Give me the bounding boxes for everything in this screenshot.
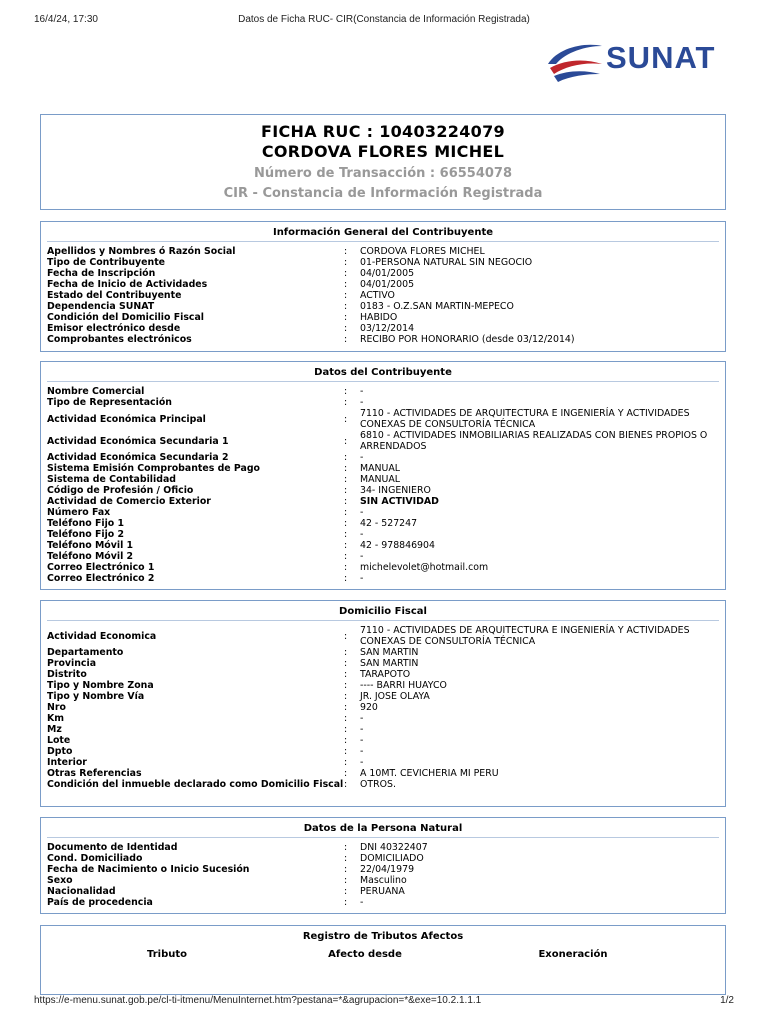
field-value: PERUANA bbox=[360, 886, 405, 897]
field-value: - bbox=[360, 386, 364, 397]
field-value: 04/01/2005 bbox=[360, 268, 415, 279]
rows-datos-contribuyente bbox=[41, 382, 725, 584]
field-separator: : bbox=[344, 713, 348, 724]
field-separator: : bbox=[344, 268, 348, 279]
field-value: MANUAL bbox=[360, 463, 401, 474]
field-label: Lote bbox=[47, 735, 71, 746]
field-label: Estado del Contribuyente bbox=[47, 290, 182, 301]
column-header-tributo: Tributo bbox=[146, 949, 187, 960]
field-row bbox=[47, 864, 719, 875]
field-row bbox=[47, 540, 719, 551]
field-row bbox=[47, 625, 719, 647]
field-label: Tipo y Nombre Vía bbox=[47, 691, 145, 702]
field-separator: : bbox=[344, 496, 348, 507]
field-label: Actividad Economica bbox=[47, 630, 157, 642]
field-separator: : bbox=[344, 397, 348, 408]
field-label: Actividad Económica Secundaria 2 bbox=[47, 452, 229, 463]
field-label: Cond. Domiciliado bbox=[47, 853, 143, 864]
field-value: 6810 - ACTIVIDADES INMOBILIARIAS REALIZADAS CON BIENES PROPIOS O ARRENDADOS bbox=[360, 430, 708, 452]
field-label: Nombre Comercial bbox=[47, 386, 145, 397]
field-separator: : bbox=[344, 735, 348, 746]
field-row bbox=[47, 518, 719, 529]
field-value: - bbox=[360, 757, 364, 768]
field-label: Sexo bbox=[47, 875, 73, 886]
field-separator: : bbox=[344, 518, 348, 529]
field-label: Tipo y Nombre Zona bbox=[47, 680, 154, 691]
field-separator: : bbox=[344, 691, 348, 702]
field-row bbox=[47, 301, 719, 312]
field-row bbox=[47, 312, 719, 323]
field-value: 42 - 978846904 bbox=[360, 540, 435, 551]
field-row bbox=[47, 268, 719, 279]
field-row bbox=[47, 323, 719, 334]
section-info-general bbox=[40, 221, 726, 352]
field-label: Distrito bbox=[47, 669, 87, 680]
field-value: RECIBO POR HONORARIO (desde 03/12/2014) bbox=[360, 334, 575, 345]
field-value: 01-PERSONA NATURAL SIN NEGOCIO bbox=[360, 257, 533, 268]
field-row bbox=[47, 496, 719, 507]
field-separator: : bbox=[344, 875, 348, 886]
field-row bbox=[47, 485, 719, 496]
field-row bbox=[47, 257, 719, 268]
field-value: MANUAL bbox=[360, 474, 401, 485]
field-row bbox=[47, 735, 719, 746]
rows-persona bbox=[41, 838, 725, 908]
field-label: Correo Electrónico 1 bbox=[47, 562, 155, 573]
field-label: Apellidos y Nombres ó Razón Social bbox=[47, 246, 236, 257]
field-label: Documento de Identidad bbox=[47, 842, 178, 853]
section-datos-contribuyente bbox=[40, 361, 726, 590]
field-value: CORDOVA FLORES MICHEL bbox=[360, 246, 485, 257]
field-separator: : bbox=[344, 540, 348, 551]
field-value: 34- INGENIERO bbox=[360, 485, 431, 496]
field-separator: : bbox=[344, 413, 348, 425]
field-separator: : bbox=[344, 757, 348, 768]
field-separator: : bbox=[344, 507, 348, 518]
field-separator: : bbox=[344, 768, 348, 779]
field-label: Departamento bbox=[47, 647, 124, 658]
field-separator: : bbox=[344, 746, 348, 757]
field-row bbox=[47, 680, 719, 691]
field-value: - bbox=[360, 452, 364, 463]
field-separator: : bbox=[344, 658, 348, 669]
field-separator: : bbox=[344, 312, 348, 323]
field-value: 920 bbox=[360, 702, 378, 713]
field-label: Actividad Económica Principal bbox=[47, 413, 206, 425]
field-separator: : bbox=[344, 290, 348, 301]
field-label: Dpto bbox=[47, 746, 73, 757]
field-value: SAN MARTIN bbox=[360, 647, 419, 658]
field-value: - bbox=[360, 713, 364, 724]
section-title: Registro de Tributos Afectos bbox=[302, 931, 464, 942]
field-row bbox=[47, 713, 719, 724]
field-row bbox=[47, 779, 719, 790]
field-row bbox=[47, 853, 719, 864]
field-value: - bbox=[360, 724, 364, 735]
field-separator: : bbox=[344, 334, 348, 345]
field-value: A 10MT. CEVICHERIA MI PERU bbox=[360, 768, 499, 779]
ficha-header bbox=[40, 114, 726, 210]
field-label: Tipo de Contribuyente bbox=[47, 257, 166, 268]
field-row bbox=[47, 724, 719, 735]
field-value: 22/04/1979 bbox=[360, 864, 415, 875]
field-value: - bbox=[360, 397, 364, 408]
section-title: Domicilio Fiscal bbox=[339, 606, 427, 617]
field-label: Teléfono Fijo 1 bbox=[47, 518, 125, 529]
field-label: Número Fax bbox=[47, 507, 111, 518]
field-value: ---- BARRI HUAYCO bbox=[360, 680, 447, 691]
field-value: 7110 - ACTIVIDADES DE ARQUITECTURA E INGENIERÍA Y ACTIVIDADES CONEXAS DE CONSULTORÍA TÉCNICA bbox=[360, 408, 690, 430]
field-row bbox=[47, 279, 719, 290]
section-domicilio-fiscal bbox=[40, 600, 726, 807]
field-label: Nro bbox=[47, 702, 66, 713]
field-label: Código de Profesión / Oficio bbox=[47, 485, 194, 496]
field-label: Sistema de Contabilidad bbox=[47, 474, 176, 485]
field-label: Dependencia SUNAT bbox=[47, 301, 155, 312]
field-separator: : bbox=[344, 886, 348, 897]
print-title: Datos de Ficha RUC- CIR(Constancia de Información Registrada) bbox=[238, 14, 530, 25]
contribuyente-name: CORDOVA FLORES MICHEL bbox=[261, 142, 505, 161]
field-value: Masculino bbox=[360, 875, 407, 886]
field-label: Nacionalidad bbox=[47, 886, 116, 897]
field-row bbox=[47, 463, 719, 474]
field-value: michelevolet@hotmail.com bbox=[360, 562, 489, 573]
field-separator: : bbox=[344, 452, 348, 463]
field-value: - bbox=[360, 573, 364, 584]
field-label: Fecha de Inscripción bbox=[47, 268, 156, 279]
field-label: Teléfono Móvil 2 bbox=[47, 551, 134, 562]
field-row bbox=[47, 647, 719, 658]
field-row bbox=[47, 691, 719, 702]
field-separator: : bbox=[344, 779, 348, 790]
field-row bbox=[47, 397, 719, 408]
field-separator: : bbox=[344, 463, 348, 474]
field-row bbox=[47, 669, 719, 680]
field-separator: : bbox=[344, 864, 348, 875]
cir-subtitle: CIR - Constancia de Información Registrada bbox=[223, 186, 543, 201]
field-separator: : bbox=[344, 257, 348, 268]
field-separator: : bbox=[344, 529, 348, 540]
field-label: Interior bbox=[47, 757, 87, 768]
section-title: Información General del Contribuyente bbox=[272, 227, 494, 238]
tributos-columns bbox=[41, 945, 725, 960]
field-value: 42 - 527247 bbox=[360, 518, 418, 529]
field-separator: : bbox=[344, 680, 348, 691]
field-separator: : bbox=[344, 702, 348, 713]
field-label: Emisor electrónico desde bbox=[47, 323, 181, 334]
section-tributos bbox=[40, 925, 726, 995]
field-row bbox=[47, 386, 719, 397]
column-header-afecto-desde: Afecto desde bbox=[328, 949, 402, 960]
field-separator: : bbox=[344, 724, 348, 735]
print-url: https://e-menu.sunat.gob.pe/cl-ti-itmenu/MenuInternet.htm?pestana=*&agrupacion=*&exe=10.2.1.1.1 bbox=[34, 995, 482, 1006]
field-value: - bbox=[360, 507, 364, 518]
page-number: 1/2 bbox=[720, 995, 734, 1006]
field-value: 0183 - O.Z.SAN MARTIN-MEPECO bbox=[360, 301, 514, 312]
field-value: 7110 - ACTIVIDADES DE ARQUITECTURA E INGENIERÍA Y ACTIVIDADES CONEXAS DE CONSULTORÍA TÉCNICA bbox=[360, 625, 690, 647]
field-row bbox=[47, 842, 719, 853]
field-value: SAN MARTIN bbox=[360, 658, 419, 669]
field-value: JR. JOSE OLAYA bbox=[360, 691, 430, 702]
field-separator: : bbox=[344, 669, 348, 680]
section-persona-natural bbox=[40, 817, 726, 914]
field-label: Otras Referencias bbox=[47, 768, 142, 779]
field-separator: : bbox=[344, 301, 348, 312]
print-datetime: 16/4/24, 17:30 bbox=[34, 14, 98, 25]
rows-info-general bbox=[41, 242, 725, 345]
field-value: - bbox=[360, 897, 364, 908]
field-row bbox=[47, 529, 719, 540]
field-row bbox=[47, 246, 719, 257]
field-separator: : bbox=[344, 246, 348, 257]
field-row bbox=[47, 507, 719, 518]
field-label: Actividad Económica Secundaria 1 bbox=[47, 435, 229, 447]
field-separator: : bbox=[344, 485, 348, 496]
field-value: ACTIVO bbox=[360, 290, 395, 301]
column-header-exoneracion: Exoneración bbox=[538, 949, 608, 960]
field-value: OTROS. bbox=[360, 779, 396, 790]
field-label: Sistema Emisión Comprobantes de Pago bbox=[47, 463, 260, 474]
field-row bbox=[47, 573, 719, 584]
field-label: Provincia bbox=[47, 658, 97, 669]
field-value: - bbox=[360, 735, 364, 746]
field-row bbox=[47, 757, 719, 768]
field-row bbox=[47, 551, 719, 562]
field-row bbox=[47, 430, 719, 452]
field-value: - bbox=[360, 746, 364, 757]
field-row bbox=[47, 474, 719, 485]
field-value: DOMICILIADO bbox=[360, 853, 424, 864]
field-label: Comprobantes electrónicos bbox=[47, 334, 192, 345]
field-label: Km bbox=[47, 713, 65, 724]
field-row bbox=[47, 408, 719, 430]
field-separator: : bbox=[344, 853, 348, 864]
field-row bbox=[47, 702, 719, 713]
field-value: - bbox=[360, 551, 364, 562]
field-row bbox=[47, 562, 719, 573]
field-label: Condición del Domicilio Fiscal bbox=[47, 312, 205, 323]
field-value: 03/12/2014 bbox=[360, 323, 415, 334]
field-row bbox=[47, 886, 719, 897]
field-label: Fecha de Inicio de Actividades bbox=[47, 279, 208, 290]
field-row bbox=[47, 897, 719, 908]
field-separator: : bbox=[344, 435, 348, 447]
section-title: Datos del Contribuyente bbox=[314, 367, 452, 378]
field-separator: : bbox=[344, 562, 348, 573]
field-row bbox=[47, 658, 719, 669]
field-label: Fecha de Nacimiento o Inicio Sucesión bbox=[47, 864, 250, 875]
field-row bbox=[47, 334, 719, 345]
field-separator: : bbox=[344, 474, 348, 485]
field-value: DNI 40322407 bbox=[360, 842, 428, 853]
field-separator: : bbox=[344, 386, 348, 397]
field-label: Mz bbox=[47, 724, 62, 735]
field-value: HABIDO bbox=[360, 312, 398, 323]
sunat-logo bbox=[544, 38, 726, 84]
field-value: TARAPOTO bbox=[360, 669, 411, 680]
section-title: Datos de la Persona Natural bbox=[303, 823, 463, 834]
field-label: País de procedencia bbox=[47, 897, 153, 908]
field-separator: : bbox=[344, 279, 348, 290]
field-separator: : bbox=[344, 323, 348, 334]
field-row bbox=[47, 290, 719, 301]
field-label: Tipo de Representación bbox=[47, 397, 172, 408]
field-label: Teléfono Móvil 1 bbox=[47, 540, 134, 551]
field-row bbox=[47, 452, 719, 463]
transaction-number: Número de Transacción : 66554078 bbox=[253, 166, 513, 181]
field-label: Teléfono Fijo 2 bbox=[47, 529, 125, 540]
rows-domicilio bbox=[41, 621, 725, 790]
sunat-logo-text: SUNAT bbox=[606, 40, 716, 75]
field-separator: : bbox=[344, 551, 348, 562]
field-separator: : bbox=[344, 842, 348, 853]
field-value: SIN ACTIVIDAD bbox=[360, 496, 439, 507]
field-row bbox=[47, 875, 719, 886]
sunat-logo-icon bbox=[544, 38, 606, 84]
field-separator: : bbox=[344, 897, 348, 908]
field-label: Actividad de Comercio Exterior bbox=[47, 496, 211, 507]
field-value: 04/01/2005 bbox=[360, 279, 415, 290]
field-label: Condición del inmueble declarado como Domicilio Fiscal bbox=[47, 779, 344, 790]
field-separator: : bbox=[344, 647, 348, 658]
field-label: Correo Electrónico 2 bbox=[47, 573, 155, 584]
field-value: - bbox=[360, 529, 364, 540]
field-separator: : bbox=[344, 573, 348, 584]
ficha-ruc-title: FICHA RUC : 10403224079 bbox=[261, 122, 505, 141]
field-row bbox=[47, 746, 719, 757]
field-separator: : bbox=[344, 630, 348, 642]
field-row bbox=[47, 768, 719, 779]
